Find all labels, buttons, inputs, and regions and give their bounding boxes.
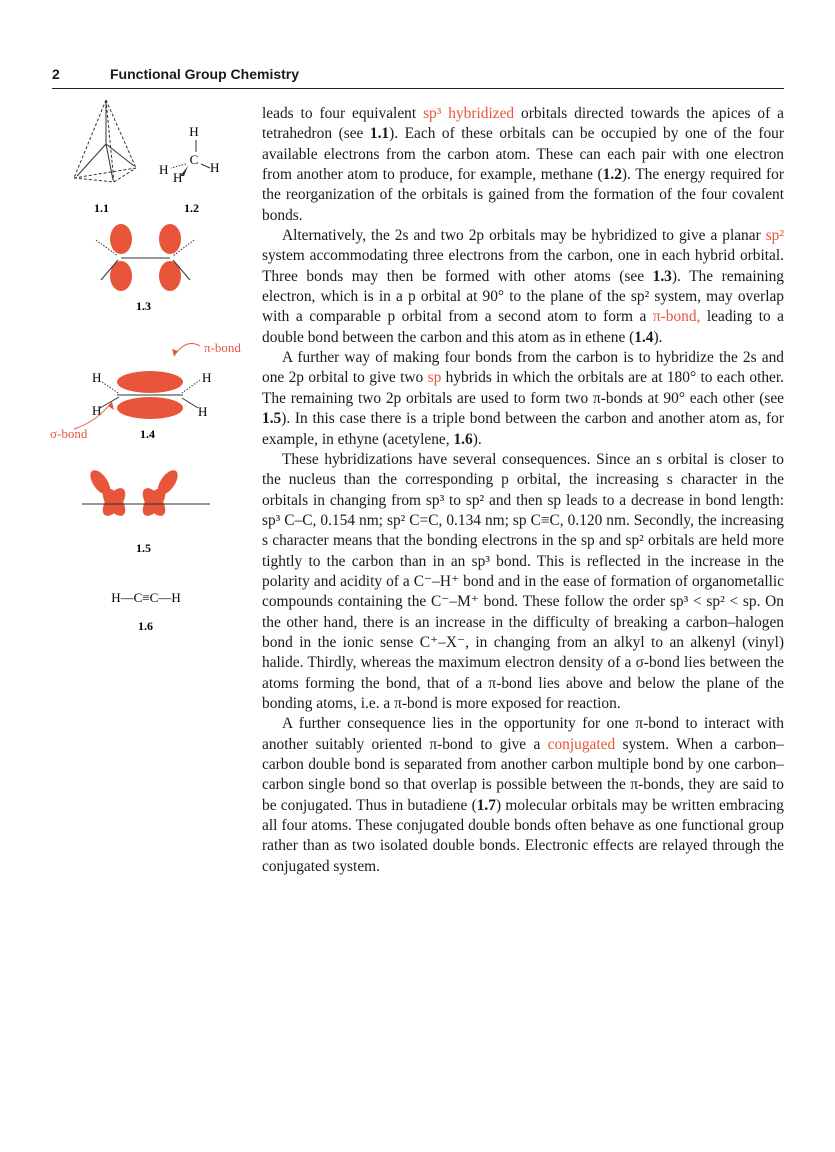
pi-bond-label: π-bond <box>204 340 241 355</box>
orbital-figures <box>34 100 254 660</box>
sigma-bond-label: σ-bond <box>50 426 88 441</box>
methane-atom-top: H <box>189 124 199 139</box>
paragraph-5: A further consequence lies in the opportunity for one π-bond to interact with another suitably oriented π-bond to give a conjugated system. When a carbon–carbon double bond is separated from another carbon multiple bond by one carbon–carbon single bond so that overlap is possible between the π-bonds, they are said to be conjugated. Thus in butadiene (1.7) molecular orbitals may be written embracing all four atoms. These conjugated double bonds often behave as one functional group rather than as two isolated double bonds. Electronic effects are relayed through the conjugated system. <box>262 715 784 875</box>
term-conjugated: conjugated <box>547 735 616 753</box>
term-sp2: sp² <box>765 227 784 245</box>
ethene-h-top-right: H <box>202 370 212 385</box>
page-number: 2 <box>52 66 60 82</box>
methane-atom-front: H <box>173 170 183 185</box>
pi-bond-diagram <box>50 340 241 441</box>
ethene-h-bottom-left: H <box>92 403 102 418</box>
sp-orbitals-diagram <box>82 467 210 520</box>
figure-label-1-4: 1.4 <box>140 427 155 441</box>
paragraph-3: A further way of making four bonds from the carbon is to hybridize the 2s and one 2p orbital to give two sp hybrids in which the orbitals are at 180° to each other. The remaining two 2p orbitals are used to form two π-bonds at 90° each other (see 1.5). In this case there is a triple bond between the carbon and another atom as, for example, in ethyne (acetylene, 1.6). <box>262 349 784 448</box>
paragraph-4: These hybridizations have several consequences. Since an s orbital is closer to the nucleus than the corresponding p orbital, the increasing s character in the orbitals in changing from sp³ to sp² and then sp leads to a decrease in bond length: sp³ C–C, 0.154 nm; sp² C=C, 0.134 nm; sp C≡C, 0.120 nm. Secondly, the increasing s character means that the bonding electrons in the sp and sp² orbitals are held more tightly to the carbon than in an sp³ bond. This is reflected in the increase in the polarity and acidity of a C⁻–H⁺ bond and in the ease of formation of organometallic compounds containing the C⁻–M⁺ bond. These follow the order sp³ < sp² < sp. On the other hand, there is an increase in the difficulty of breaking a carbon–halogen bond in the ionic sense C⁺–X⁻, in changing from an alkyl to an alkenyl (vinyl) halide. Thirdly, whereas the maximum electron density of a σ-bond lies between the atoms forming the bond, that of a π-bond lies above and below the plane of the bonding atoms, i.e. a π-bond is more exposed for reaction. <box>262 450 784 712</box>
term-sp3-hybridized: sp³ hybridized <box>423 105 515 122</box>
paragraph-1: leads to four equivalent sp³ hybridized orbitals directed towards the apices of a tetrahedron (see 1.1). Each of these orbitals can be occupied by one of the four available electrons from the carbon atom. These can each pair with one electron from another atom to produce, for example, methane (1.2). The energy required for the reorganization of the orbitals is gained from the formation of the four covalent bonds. <box>262 105 784 224</box>
methane-carbon: C <box>189 152 199 167</box>
sp2-orbitals-diagram <box>96 224 194 291</box>
body-text <box>262 104 784 877</box>
term-sp: sp <box>427 369 442 387</box>
methane-structure <box>159 124 219 185</box>
ethene-h-bottom-right: H <box>198 404 208 419</box>
figure-label-1-2: 1.2 <box>184 201 199 215</box>
running-header <box>52 64 784 86</box>
figure-label-1-6: 1.6 <box>138 619 153 633</box>
methane-atom-right: H <box>210 160 220 175</box>
figure-column <box>34 100 254 660</box>
figure-label-1-1: 1.1 <box>94 201 109 215</box>
tetrahedron-diagram <box>74 100 136 182</box>
paragraph-2: Alternatively, the 2s and two 2p orbitals may be hybridized to give a planar sp² system accommodating three electrons from the carbon, one in each hybrid orbital. Three bonds may then be formed with other atoms (see 1.3). The remaining electron, which is in a p orbital at 90° to the plane of the sp² system, may overlap with a comparable p orbital from a second atom to form a π-bond, leading to a double bond between the carbon and this atom as in ethene (1.4). <box>262 227 785 346</box>
figure-label-1-3: 1.3 <box>136 299 151 313</box>
running-title: Functional Group Chemistry <box>110 66 300 82</box>
methane-atom-left: H <box>159 162 169 177</box>
term-pi-bond: π-bond, <box>652 308 701 326</box>
ethene-h-top-left: H <box>92 370 102 385</box>
figure-label-1-5: 1.5 <box>136 541 151 555</box>
ethyne-formula: H—C≡C—H <box>111 590 181 605</box>
header-rule <box>52 88 784 89</box>
